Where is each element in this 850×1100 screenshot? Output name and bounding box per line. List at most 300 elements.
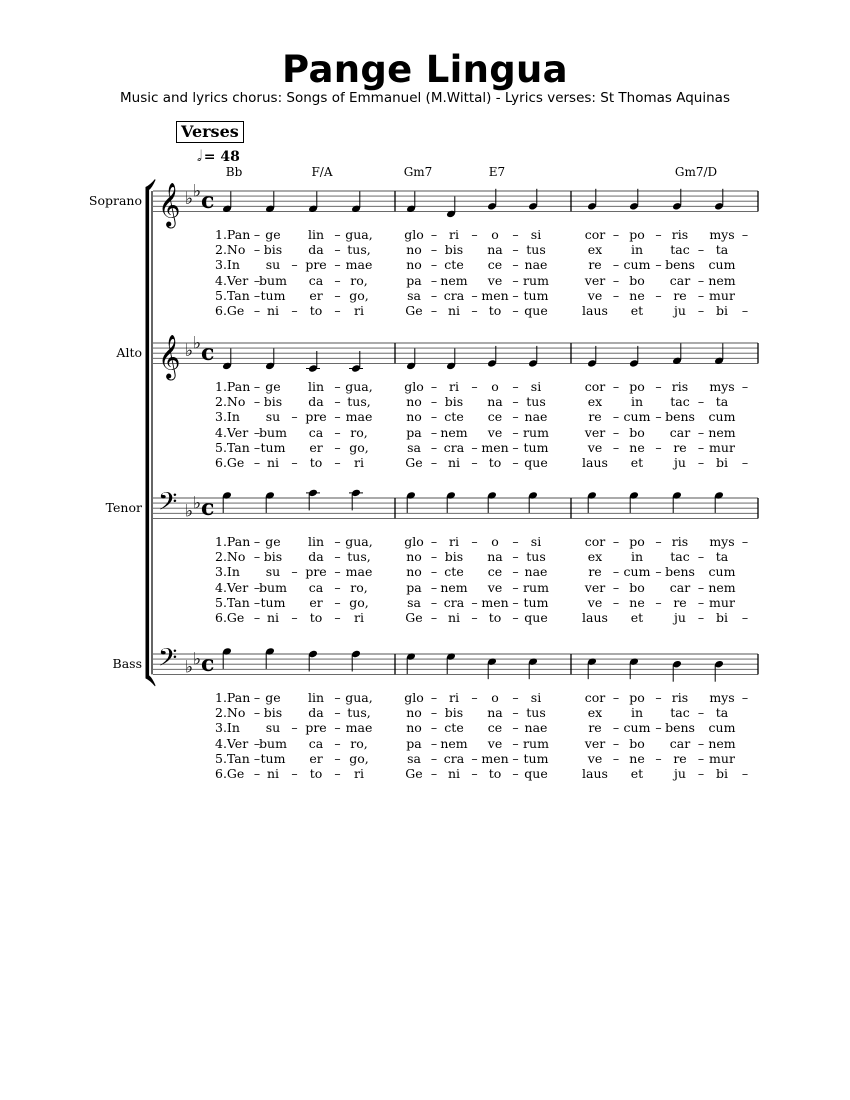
note-Bb3 [629,491,639,513]
lyric-hyphen: – [612,564,620,580]
lyric-syllable: ri [449,227,459,242]
lyric-syllable: car [669,579,691,595]
lyric-hyphen: – [512,549,519,565]
lyric-hyphen: – [697,750,705,766]
lyric-hyphen: – [253,750,261,766]
lyric-syllable: ju [674,303,686,318]
lyric-hyphen: – [471,766,478,781]
lyric-syllable: re [588,564,602,580]
lyric-hyphen: – [253,534,261,549]
lyric-syllable: ver [584,424,606,440]
lyric-syllable: 2.No [215,705,246,721]
flat-icon: ♭ [193,181,202,202]
lyric-hyphen: – [512,379,519,394]
lyric-syllable: in [630,394,644,410]
chord-symbol: F/A [311,165,333,179]
lyric-syllable: ni [447,766,461,781]
note-Bb3 [406,491,416,513]
lyric-hyphen: – [655,439,662,455]
lyric-syllable: cor [584,227,606,242]
lyric-syllable: pa [406,735,422,751]
lyric-syllable: ro, [350,424,368,440]
lyric-hyphen: – [512,594,519,610]
lyric-hyphen: – [471,534,478,549]
note-D3 [714,660,724,682]
lyric-syllable: to [309,766,323,781]
lyric-syllable: cum [708,564,736,580]
lyric-syllable: nem [708,735,736,751]
lyric-syllable: ris [671,379,689,394]
lyric-syllable: ni [266,455,280,470]
staff-alto [153,334,758,381]
lyric-syllable: ve [587,439,603,455]
lyric-hyphen: – [655,750,662,766]
flat-icon: ♭ [193,649,202,670]
lyric-hyphen: – [512,579,519,595]
lyric-syllable: to [488,610,502,625]
lyric-syllable: tac [670,394,690,410]
lyric-syllable: ce [487,409,503,425]
verse-line-4 [0,580,850,595]
lyric-hyphen: – [253,594,261,610]
lyric-syllable: gua, [345,227,373,242]
note-Bb3 [714,491,724,513]
note-A3 [308,650,318,672]
note-G4 [672,189,682,211]
lyric-syllable: cum [708,720,736,736]
lyric-syllable: ris [671,690,689,705]
note-Bb3 [222,647,232,669]
lyric-syllable: cra [443,287,465,303]
lyric-syllable: tus [526,549,546,565]
lyric-syllable: ve [487,735,503,751]
lyric-syllable: ta [715,242,729,258]
lyric-syllable: to [488,455,502,470]
lyric-syllable: o [491,227,499,242]
lyric-syllable: bens [665,564,695,580]
flat-icon: ♭ [193,493,202,514]
lyric-syllable: 5.Tan [215,287,250,303]
note-F4 [222,191,232,213]
lyric-hyphen: – [334,394,341,410]
note-Bb3 [587,491,597,513]
lyric-hyphen: – [612,257,620,273]
lyric-hyphen: – [697,735,705,751]
lyric-syllable: cte [444,257,464,273]
lyric-syllable: su [265,257,281,273]
lyric-syllable: in [630,242,644,258]
lyric-hyphen: – [291,766,298,781]
lyric-hyphen: – [512,394,519,410]
lyric-syllable: cra [443,594,465,610]
lyric-syllable: bis [263,394,283,410]
lyric-hyphen: – [741,690,749,705]
lyric-hyphen: – [253,227,261,242]
score-subtitle: Music and lyrics chorus: Songs of Emmanuel (M.Wittal) - Lyrics verses: St Thomas Aquinas [120,90,730,106]
lyric-hyphen: – [430,766,438,781]
lyric-hyphen: – [334,257,341,273]
lyric-syllable: to [309,303,323,318]
lyric-hyphen: – [430,394,438,410]
lyric-syllable: ca [308,579,324,595]
lyric-hyphen: – [697,594,705,610]
verse-line-1 [0,227,850,242]
note-D4 [446,196,456,218]
lyric-syllable: car [669,424,691,440]
note-D4 [446,348,456,370]
lyric-syllable: lin [307,534,325,549]
lyric-syllable: Ge [405,610,423,625]
lyric-syllable: 3.In [215,409,240,425]
lyric-syllable: Ge [405,766,423,781]
note-G3 [446,652,456,674]
lyric-syllable: laus [582,610,608,625]
lyric-syllable: ta [715,549,729,565]
lyric-syllable: ce [487,564,503,580]
lyric-hyphen: – [430,242,438,258]
note-Eb4 [487,346,497,368]
lyric-syllable: o [491,534,499,549]
lyric-syllable: ge [265,534,281,549]
lyric-syllable: 4.Ver [215,272,249,288]
note-F4 [265,191,275,213]
lyric-hyphen: – [655,287,662,303]
lyric-syllable: pre [305,564,327,580]
lyric-syllable: cum [708,257,736,273]
lyric-hyphen: – [512,534,519,549]
lyric-hyphen: – [291,455,298,470]
lyric-syllable: ex [587,549,603,565]
lyric-syllable: 1.Pan [215,690,251,705]
lyric-hyphen: – [512,610,519,625]
lyric-hyphen: – [430,720,438,736]
lyric-syllable: ne [629,287,645,303]
note-Eb3 [629,657,639,679]
lyric-syllable: in [630,705,644,721]
lyric-syllable: nem [708,424,736,440]
lyric-syllable: go, [349,287,369,303]
verse-line-1 [0,379,850,394]
note-A3 [351,650,361,672]
lyric-syllable: da [308,394,324,410]
lyric-hyphen: – [334,409,341,425]
note-D4 [222,348,232,370]
lyric-hyphen: – [741,227,749,242]
lyric-syllable: gua, [345,690,373,705]
lyric-hyphen: – [253,610,261,625]
lyric-syllable: mur [709,439,735,455]
lyric-syllable: si [530,227,542,242]
treble-clef-icon: 𝄞 [158,334,181,379]
lyric-syllable: ver [584,735,606,751]
lyric-syllable: bi [716,766,728,781]
lyric-syllable: po [629,690,645,705]
note-G4 [629,189,639,211]
lyric-hyphen: – [697,242,705,258]
lyric-hyphen: – [430,227,438,242]
lyric-syllable: mur [709,750,735,766]
lyric-syllable: ju [674,455,686,470]
lyric-hyphen: – [697,455,705,470]
lyric-hyphen: – [291,610,298,625]
lyric-hyphen: – [471,287,478,303]
lyric-syllable: laus [582,766,608,781]
lyric-syllable: tum [523,750,549,766]
note-D3 [672,660,682,682]
lyric-hyphen: – [430,455,438,470]
lyric-hyphen: – [334,549,341,565]
common-time-icon: c [201,495,215,522]
score-title: Pange Lingua [282,48,568,91]
lyric-syllable: bens [665,720,695,736]
lyric-syllable: bum [259,735,287,751]
lyric-syllable: no [406,242,422,258]
lyric-syllable: ve [487,424,503,440]
lyric-syllable: lin [307,227,325,242]
lyric-syllable: men [481,439,509,455]
lyric-hyphen: – [741,303,749,318]
lyric-hyphen: – [430,409,438,425]
lyric-hyphen: – [253,549,261,565]
lyric-hyphen: – [430,690,438,705]
note-D4 [265,348,275,370]
lyric-syllable: mys [709,690,735,705]
lyric-syllable: rum [523,579,549,595]
chord-symbol: E7 [488,165,506,179]
instrument-label-tenor: Tenor [105,500,142,516]
treble-clef-icon: 𝄞 [158,182,181,227]
lyric-hyphen: – [697,394,705,410]
staff-tenor [153,487,758,522]
lyric-syllable: re [673,287,687,303]
lyric-syllable: mae [345,564,373,580]
lyric-hyphen: – [291,257,298,273]
lyric-syllable: mae [345,720,373,736]
note-F4 [308,191,318,213]
lyric-syllable: tac [670,705,690,721]
lyric-syllable: ri [449,379,459,394]
lyric-syllable: que [524,610,548,625]
note-G4 [587,189,597,211]
flat-icon: ♭ [185,501,194,522]
lyric-syllable: mur [709,287,735,303]
lyric-syllable: tum [260,750,286,766]
lyric-syllable: mur [709,594,735,610]
note-C4 [306,351,320,373]
lyric-hyphen: – [512,750,519,766]
lyric-syllable: 3.In [215,564,240,580]
lyric-syllable: bens [665,257,695,273]
lyric-hyphen: – [334,705,341,721]
lyric-hyphen: – [253,287,261,303]
lyric-hyphen: – [291,720,298,736]
lyric-hyphen: – [741,455,749,470]
verse-line-6 [0,455,850,470]
lyric-hyphen: – [253,394,261,410]
lyric-syllable: cra [443,750,465,766]
lyric-syllable: cte [444,564,464,580]
lyric-hyphen: – [430,272,438,288]
lyric-hyphen: – [512,242,519,258]
lyric-syllable: mys [709,379,735,394]
lyric-hyphen: – [253,735,261,751]
lyric-syllable: tac [670,549,690,565]
lyric-syllable: bi [716,303,728,318]
lyric-hyphen: – [512,303,519,318]
lyric-hyphen: – [430,379,438,394]
lyric-hyphen: – [741,610,749,625]
lyric-syllable: to [488,766,502,781]
lyric-syllable: no [406,564,422,580]
lyric-hyphen: – [334,424,341,440]
lyric-syllable: rum [523,424,549,440]
lyric-syllable: go, [349,750,369,766]
lyric-hyphen: – [334,379,341,394]
lyric-syllable: pre [305,257,327,273]
lyric-syllable: cor [584,379,606,394]
verse-line-1 [0,690,850,705]
lyric-syllable: bi [716,610,728,625]
lyric-hyphen: – [430,594,438,610]
lyric-syllable: sa [407,750,421,766]
lyric-hyphen: – [512,424,519,440]
lyric-syllable: bis [444,394,464,410]
lyric-hyphen: – [512,564,519,580]
note-G4 [714,189,724,211]
lyric-syllable: bo [629,735,645,751]
note-Bb3 [222,491,232,513]
lyric-hyphen: – [655,564,662,580]
lyric-hyphen: – [334,287,341,303]
note-F4 [714,343,724,365]
lyric-hyphen: – [471,690,478,705]
lyric-syllable: ve [487,272,503,288]
lyric-hyphen: – [655,690,662,705]
lyric-hyphen: – [471,303,478,318]
lyric-syllable: nem [440,272,468,288]
lyric-syllable: Ge [405,455,423,470]
lyric-hyphen: – [655,534,662,549]
lyric-hyphen: – [512,227,519,242]
lyric-syllable: ne [629,439,645,455]
lyric-hyphen: – [334,303,341,318]
lyric-hyphen: – [655,379,662,394]
lyric-hyphen: – [430,705,438,721]
lyric-hyphen: – [612,735,620,751]
lyric-syllable: ve [587,750,603,766]
lyric-syllable: nae [524,564,548,580]
lyric-syllable: tus [526,394,546,410]
lyric-syllable: 4.Ver [215,424,249,440]
lyric-syllable: rum [523,272,549,288]
lyric-hyphen: – [471,227,478,242]
lyric-syllable: ta [715,394,729,410]
rehearsal-mark-verses: Verses [176,121,244,143]
lyric-syllable: cum [623,257,651,273]
lyric-hyphen: – [512,455,519,470]
lyric-hyphen: – [612,287,620,303]
chord-symbol: Bb [225,165,243,179]
lyric-hyphen: – [512,766,519,781]
lyric-syllable: tus [526,242,546,258]
lyric-hyphen: – [471,594,478,610]
lyric-syllable: sa [407,287,421,303]
note-Eb4 [629,346,639,368]
lyric-syllable: 4.Ver [215,579,249,595]
note-C4 [306,489,320,511]
lyric-syllable: que [524,455,548,470]
lyric-hyphen: – [471,610,478,625]
lyric-syllable: men [481,287,509,303]
lyric-hyphen: – [741,379,749,394]
lyric-hyphen: – [334,272,341,288]
lyric-hyphen: – [512,409,519,425]
lyric-syllable: ni [266,766,280,781]
lyric-hyphen: – [697,272,705,288]
lyric-syllable: da [308,705,324,721]
note-G3 [406,652,416,674]
lyric-syllable: ni [266,303,280,318]
lyric-syllable: ve [487,579,503,595]
lyric-hyphen: – [253,303,261,318]
lyric-syllable: o [491,379,499,394]
lyric-hyphen: – [291,564,298,580]
lyric-syllable: go, [349,439,369,455]
lyric-hyphen: – [430,579,438,595]
lyric-syllable: et [630,455,644,470]
lyric-syllable: no [406,549,422,565]
lyric-syllable: ex [587,242,603,258]
lyric-hyphen: – [612,227,620,242]
lyric-syllable: 6.Ge [215,610,245,625]
chord-symbol: Gm7/D [674,165,718,179]
lyric-hyphen: – [512,690,519,705]
verse-line-2 [0,549,850,564]
note-D4 [406,348,416,370]
lyric-syllable: ris [671,227,689,242]
lyric-hyphen: – [471,455,478,470]
lyric-hyphen: – [655,720,662,736]
lyric-syllable: ce [487,720,503,736]
lyric-syllable: po [629,534,645,549]
lyric-syllable: na [487,549,503,565]
lyric-syllable: ris [671,534,689,549]
lyric-hyphen: – [253,690,261,705]
flat-icon: ♭ [185,189,194,210]
note-F4 [351,191,361,213]
lyric-syllable: su [265,409,281,425]
lyric-syllable: ri [449,534,459,549]
common-time-icon: c [201,188,215,215]
lyric-syllable: bum [259,272,287,288]
lyric-syllable: laus [582,303,608,318]
lyric-syllable: go, [349,594,369,610]
lyric-hyphen: – [334,766,341,781]
lyric-syllable: no [406,720,422,736]
lyric-hyphen: – [430,287,438,303]
lyric-syllable: ge [265,227,281,242]
lyric-hyphen: – [612,720,620,736]
lyric-syllable: nem [708,579,736,595]
common-time-icon: c [201,340,215,367]
lyric-syllable: ro, [350,735,368,751]
lyric-hyphen: – [655,227,662,242]
lyric-syllable: da [308,242,324,258]
lyric-syllable: pa [406,424,422,440]
verse-line-2 [0,394,850,409]
flat-icon: ♭ [185,657,194,678]
verse-line-6 [0,303,850,318]
